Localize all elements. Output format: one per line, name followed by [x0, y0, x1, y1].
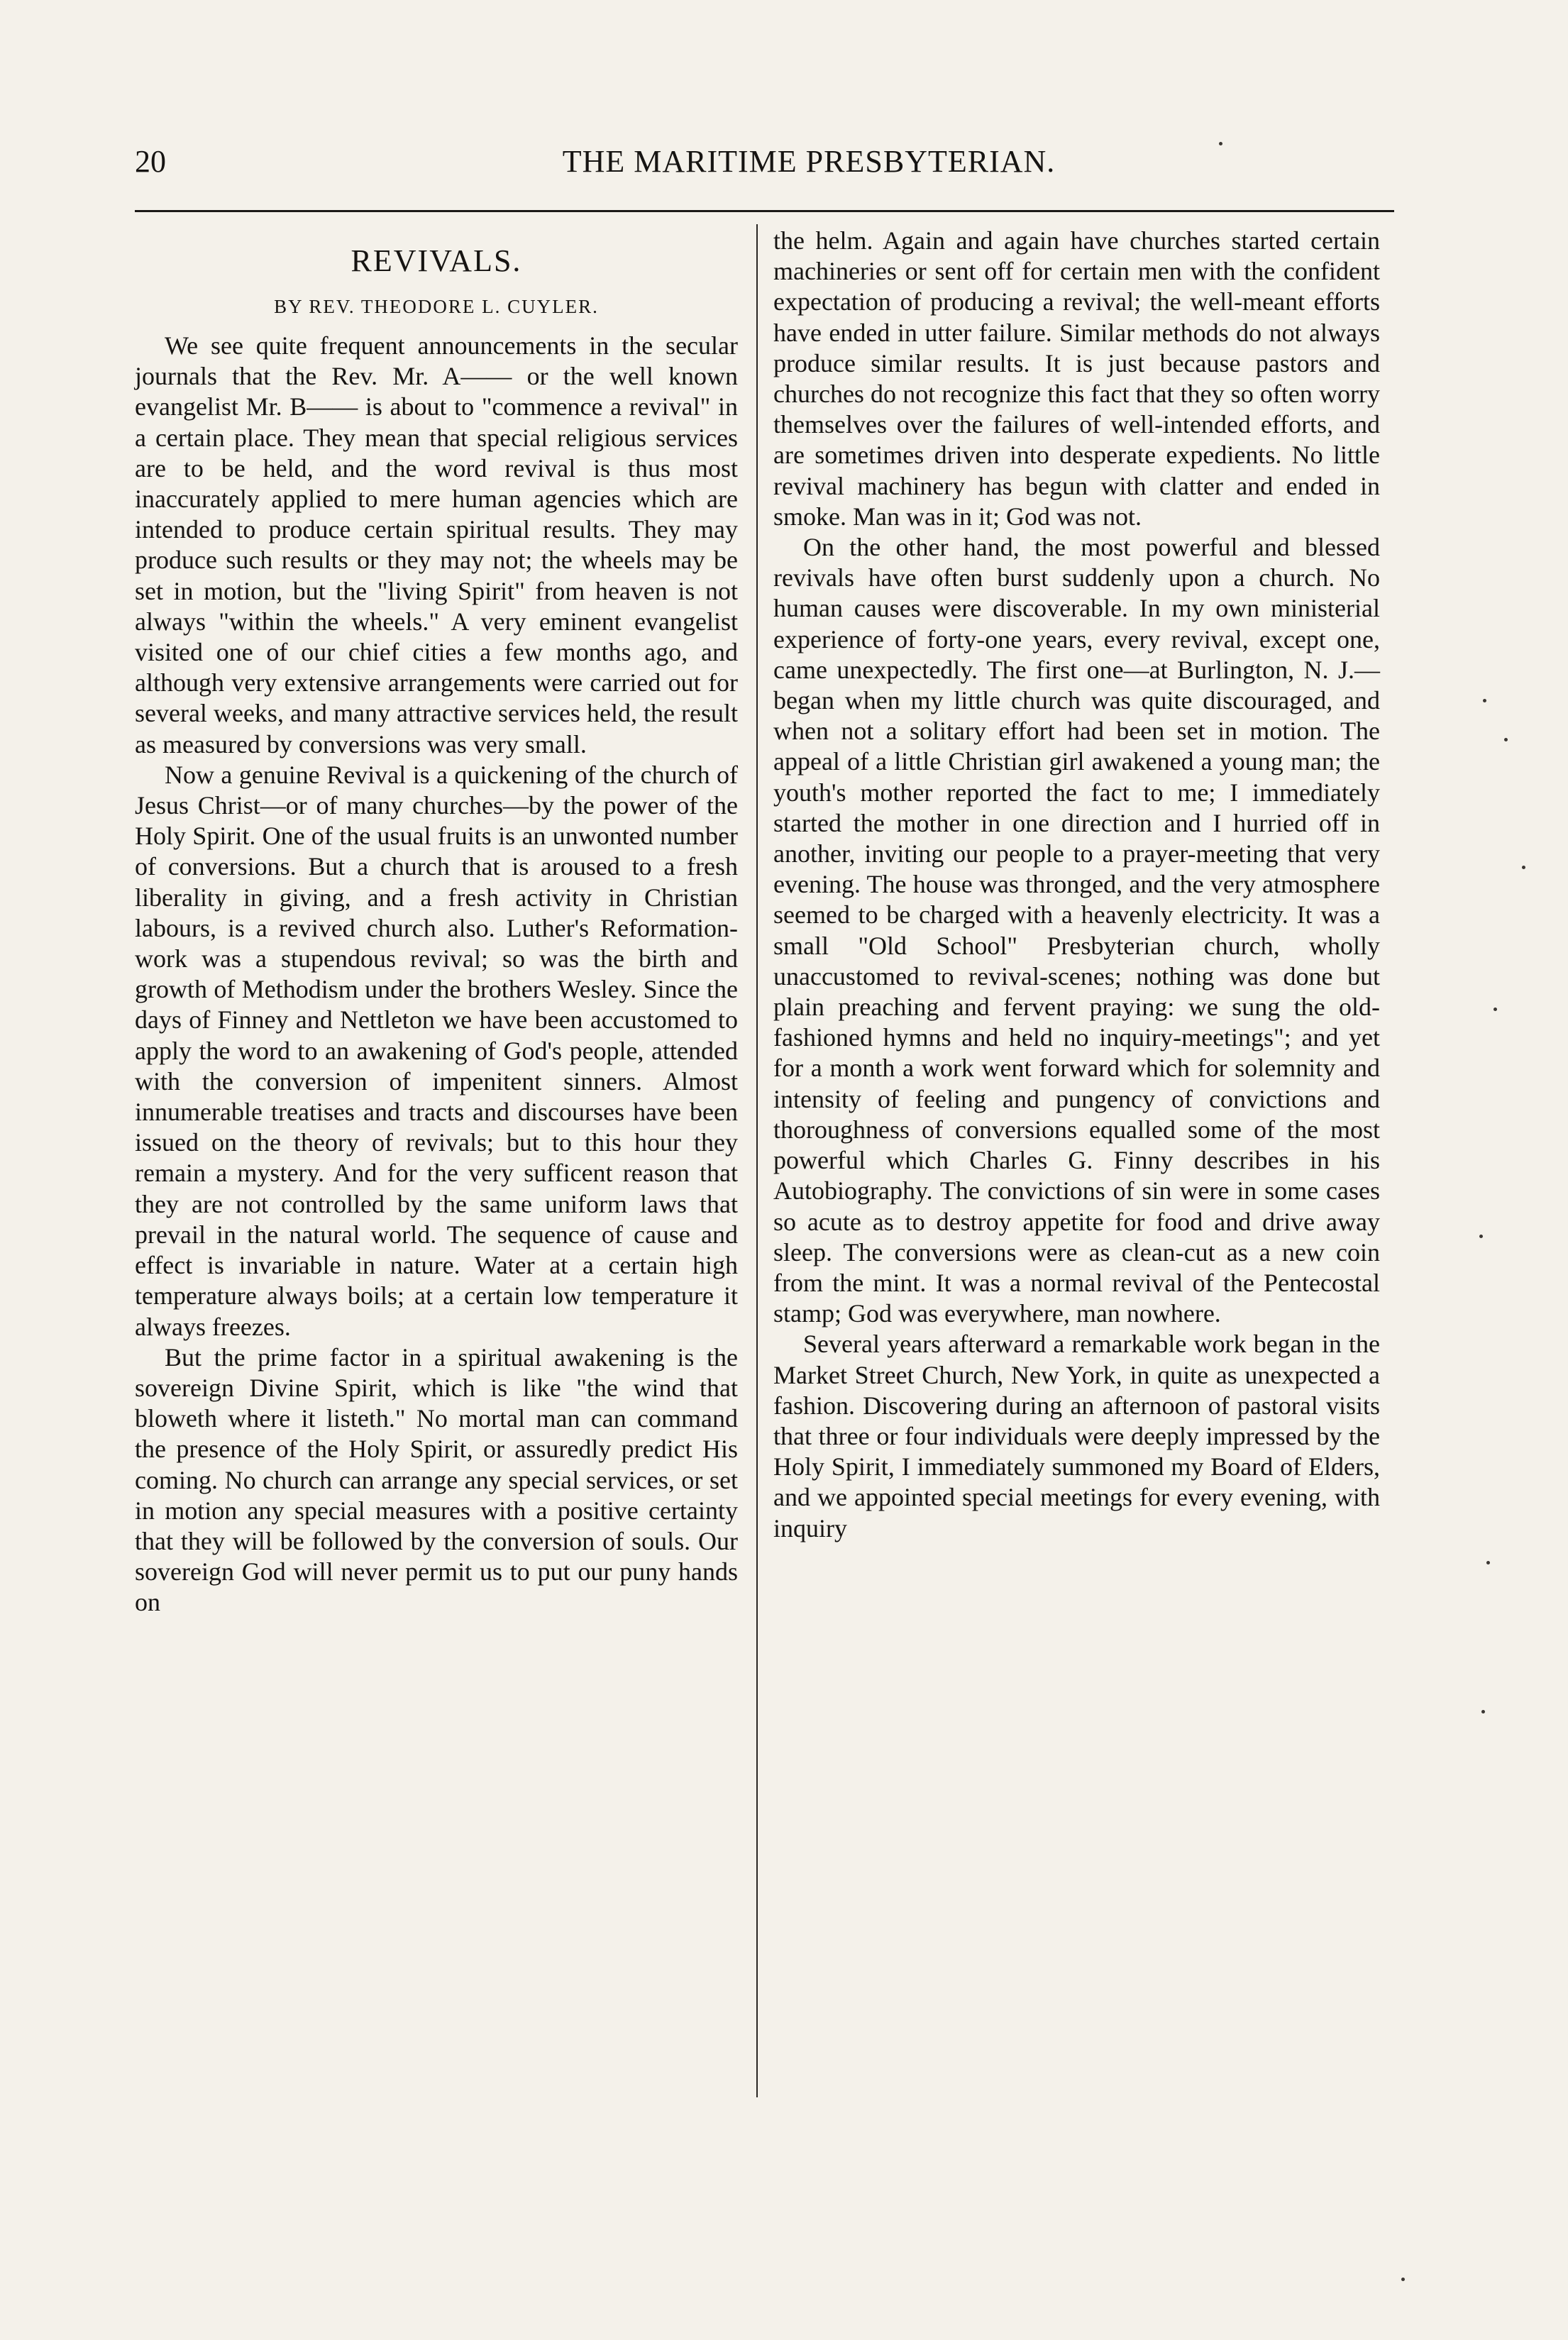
left-paragraph-1: We see quite frequent announcements in the secular journals that the Rev. Mr. A—— or the well known evangelist Mr. B—— is about to "commence a revival" in a certain place. They mean that special religious services are to be held, and the word revival is thus most inaccurately applied to mere human agencies which are intended to produce certain spiritual results. They may produce such results or they may not; the wheels may be set in motion, but the "living Spirit" from heaven is not always "within the wheels." A very eminent evangelist visited one of our chief cities a few months ago, and although very extensive arrangements were carried out for several weeks, and many attractive services held, the result as measured by conversions was very small. — [135, 331, 738, 758]
scan-speck — [1522, 866, 1525, 869]
scan-speck — [1479, 1235, 1483, 1238]
running-title: THE MARITIME PRESBYTERIAN. — [562, 144, 1056, 179]
right-paragraph-3: Several years afterward a remarkable work began in the Market Street Church, New York, in quite as unexpected a fashion. Discovering during an afternoon of pastoral visits that three or four individuals were deeply impressed by the Holy Spirit, I immediately summoned my Board of Elders, and we appointed special meetings for every evening, with inquiry — [773, 1330, 1380, 1542]
right-paragraph-1: the helm. Again and again have churches started certain machineries or sent off for certain men with the confident expectation of producing a revival; the well-meant efforts have ended in utter failure. Similar methods do not always produce similar results. It is just because pastors and churches do not recognize this fact that they so often worry themselves over the failures of well-intended efforts, and are sometimes driven into desperate expedients. No little revival machinery has begun with clatter and ended in smoke. Man was in it; God was not. — [773, 226, 1380, 531]
scan-speck — [1504, 738, 1508, 741]
page-number: 20 — [135, 144, 166, 179]
left-column — [135, 226, 738, 1618]
scan-speck — [1219, 142, 1222, 145]
right-column — [773, 226, 1380, 1544]
left-paragraph-3: But the prime factor in a spiritual awakening is the sovereign Divine Spirit, which is like "the wind that bloweth where it listeth." No mortal man can command the presence of the Holy Spirit, or assuredly predict His coming. No church can arrange any special services, or set in motion any special measures with a positive certainty that they will be followed by the conversion of souls. Our sovereign God will never permit us to put our puny hands on — [135, 1342, 738, 1617]
scan-speck — [1481, 1710, 1485, 1713]
scan-speck — [1401, 2278, 1405, 2281]
article-byline: BY REV. THEODORE L. CUYLER. — [274, 296, 599, 317]
header-rule — [135, 210, 1394, 212]
article-title: REVIVALS. — [350, 243, 522, 278]
right-paragraph-2: On the other hand, the most powerful and blessed revivals have often burst suddenly upon a church. No human causes were discoverable. In my own ministerial experience of forty-one years, every revival, except one, came unexpectedly. The first one—at Burlington, N. J.—began when my little church was quite discouraged, and when not a solitary effort had been set in motion. The appeal of a little Christian girl awakened a young man; the youth's mother reported the fact to me; I immediately started the mother in one direction and I hurried off in another, inviting our people to a prayer-meeting that very evening. The house was thronged, and the very atmosphere seemed to be charged with a heavenly electricity. It was a small "Old School" Presbyterian church, wholly unaccustomed to revival-scenes; nothing was done but plain preaching and fervent praying: we sung the old-fashioned hymns and held no inquiry-meetings"; and yet for a month a work went forward which for solemnity and intensity of feeling and pungency of convictions and thoroughness of conversions equalled some of the most powerful which Charles G. Finny describes in his Autobiography. The convictions of sin were in some cases so acute as to destroy appetite for food and drive away sleep. The conversions were as clean-cut as a new coin from the mint. It was a normal revival of the Pentecostal stamp; God was everywhere, man nowhere. — [773, 533, 1380, 1328]
scan-speck — [1483, 699, 1486, 702]
scan-speck — [1486, 1561, 1490, 1564]
scan-speck — [1494, 1008, 1497, 1011]
left-paragraph-2: Now a genuine Revival is a quickening of the church of Jesus Christ—or of many churches—by the power of the Holy Spirit. One of the usual fruits is an unwonted number of conversions. But a church that is aroused to a fresh liberality in giving, and a fresh activity in Christian labours, is a revived church also. Luther's Reformation-work was a stupendous revival; so was the birth and growth of Methodism under the brothers Wesley. Since the days of Finney and Nettleton we have been accustomed to apply the word to an awakening of God's people, attended with the conversion of impenitent sinners. Almost innumerable treatises and tracts and discourses have been issued on the theory of revivals; but to this hour they remain a mystery. And for the very sufficent reason that they are not controlled by the same uniform laws that prevail in the natural world. The sequence of cause and effect is invariable in nature. Water at a certain high temperature always boils; at a certain low temperature it always freezes. — [135, 760, 738, 1341]
column-divider — [756, 224, 758, 2097]
